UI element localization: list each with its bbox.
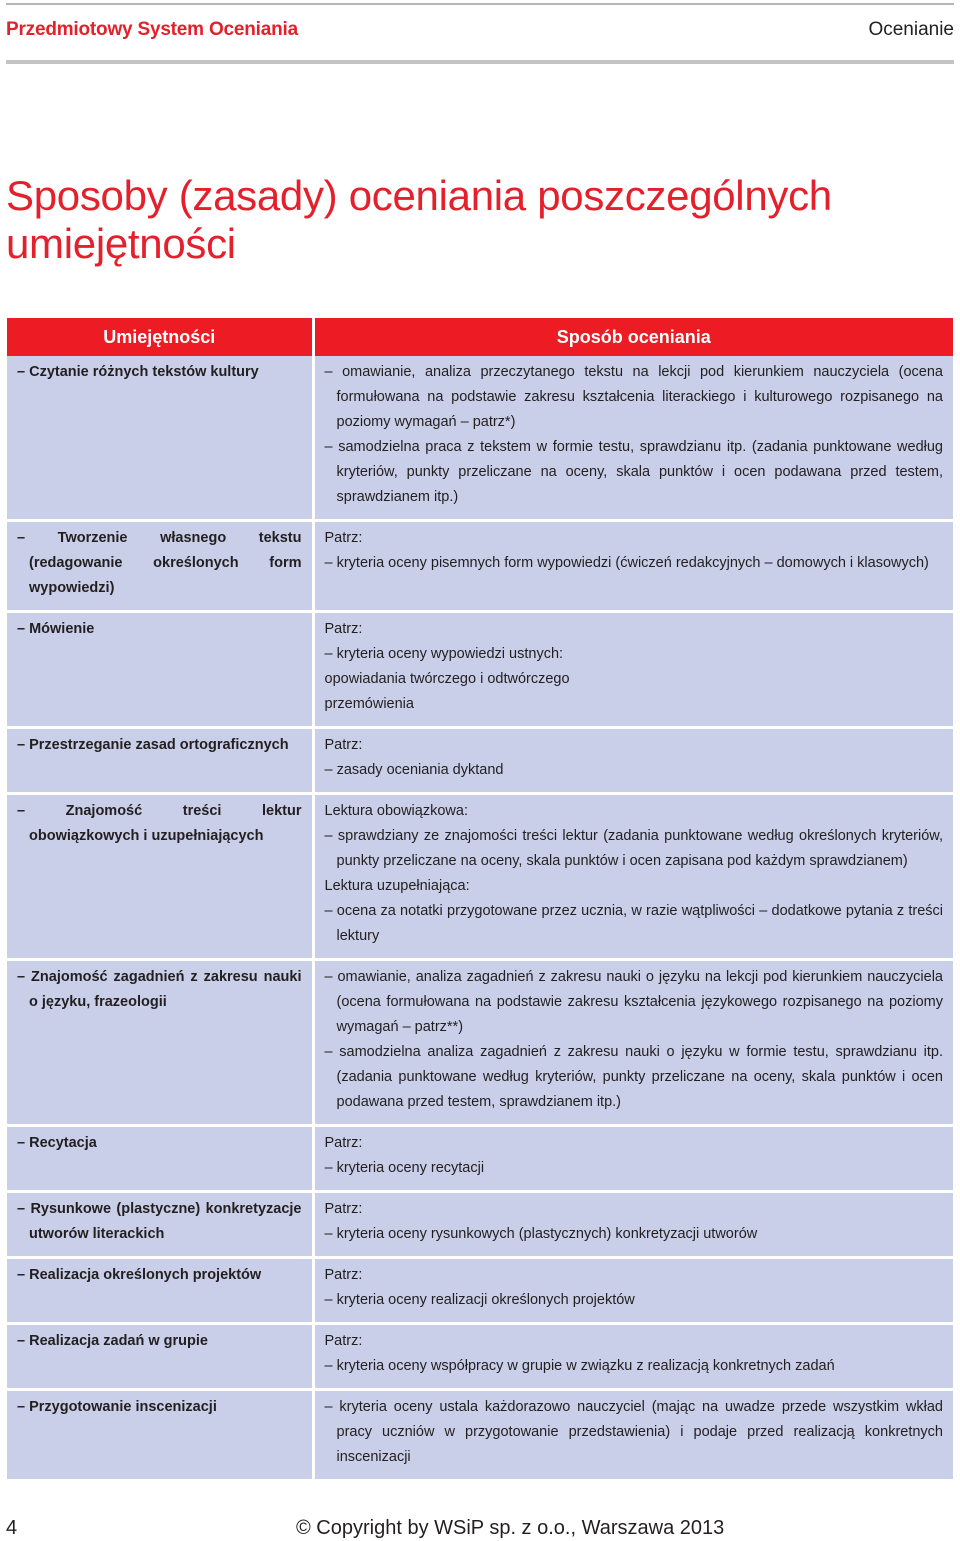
method-bullet: – kryteria oceny realizacji określonych projektów <box>324 1292 635 1308</box>
skill-label: – Przygotowanie inscenizacji <box>17 1399 217 1415</box>
skill-cell <box>7 1126 313 1192</box>
method-bullet: – omawianie, analiza zagadnień z zakresu nauki o języku na lekcji pod kierunkiem nauczyciela (ocena formułowana na podstawie zakresu kształcenia językowego rozpisanego na poziomy wymagań – patrz**) <box>324 969 943 1035</box>
skill-label: – Przestrzeganie zasad ortograficznych <box>17 737 289 753</box>
table-row <box>7 794 953 960</box>
skill-label: – Czytanie różnych tekstów kultury <box>17 364 259 380</box>
method-text: przemówienia <box>324 696 414 712</box>
method-cell <box>313 1390 953 1481</box>
method-text: Patrz: <box>324 621 363 637</box>
method-bullet: – ocena za notatki przygotowane przez ucznia, w razie wątpliwości – dodatkowe pytania z treści lektury <box>324 903 943 944</box>
table-row <box>7 356 953 521</box>
assessment-table <box>7 318 953 1482</box>
skill-label: – Mówienie <box>17 621 95 637</box>
method-text: Lektura uzupełniająca: <box>324 878 470 894</box>
method-bullet: – kryteria oceny wypowiedzi ustnych: <box>324 646 564 662</box>
method-bullet: – kryteria oceny ustala każdorazowo nauczyciel (mając na uwadze przede wszystkim wkład pracy uczniów w przygotowanie przedstawienia) i podaje przed realizacją konkretnych inscenizacji <box>324 1399 943 1465</box>
skill-label: – Znajomość treści lektur obowiązkowych i uzupełniających <box>17 803 302 844</box>
table-row <box>7 960 953 1126</box>
method-cell <box>313 356 953 521</box>
skill-label: – Recytacja <box>17 1135 97 1151</box>
skill-label: – Tworzenie własnego tekstu (redagowanie określonych form wypowiedzi) <box>17 530 302 596</box>
table-header-row <box>7 318 953 356</box>
method-text: Patrz: <box>324 1267 363 1283</box>
method-cell <box>313 612 953 728</box>
method-cell <box>313 794 953 960</box>
column-header-method: Sposób oceniania <box>313 318 953 356</box>
method-text: Patrz: <box>324 737 363 753</box>
skill-label: – Rysunkowe (plastyczne) konkretyzacje utworów literackich <box>17 1201 302 1242</box>
copyright-notice: © Copyright by WSiP sp. z o.o., Warszawa 2013 <box>296 1517 725 1539</box>
skill-cell <box>7 612 313 728</box>
skill-label: – Realizacja zadań w grupie <box>17 1333 208 1349</box>
column-header-skills: Umiejętności <box>7 318 313 356</box>
method-bullet: – kryteria oceny współpracy w grupie w związku z realizacją konkretnych zadań <box>324 1358 835 1374</box>
skill-cell <box>7 1192 313 1258</box>
method-text: Patrz: <box>324 1135 363 1151</box>
method-bullet: – samodzielna praca z tekstem w formie testu, sprawdzianu itp. (zadania punktowane według kryteriów, punkty przeliczane na oceny, skala punktów i ocen podawana przed testem, sprawdzianem itp.) <box>324 439 943 505</box>
method-text: Patrz: <box>324 1333 363 1349</box>
skill-cell <box>7 1324 313 1390</box>
skill-cell <box>7 960 313 1126</box>
header-rule <box>6 60 954 64</box>
table-row <box>7 1126 953 1192</box>
method-cell <box>313 960 953 1126</box>
skill-cell <box>7 521 313 612</box>
method-cell <box>313 728 953 794</box>
table-row <box>7 1258 953 1324</box>
method-cell <box>313 521 953 612</box>
table-row <box>7 1192 953 1258</box>
page-title: Sposoby (zasady) oceniania poszczególnych umiejętności <box>6 172 832 267</box>
skill-label: – Znajomość zagadnień z zakresu nauki o języku, frazeologii <box>17 969 302 1010</box>
top-rule <box>6 3 954 5</box>
method-cell <box>313 1126 953 1192</box>
skill-cell <box>7 728 313 794</box>
table-row <box>7 1324 953 1390</box>
method-bullet: – kryteria oceny rysunkowych (plastycznych) konkretyzacji utworów <box>324 1226 758 1242</box>
table-row <box>7 1390 953 1481</box>
header-section-title: Ocenianie <box>868 19 954 40</box>
method-bullet: – sprawdziany ze znajomości treści lektur (zadania punktowane według określonych kryteriów, punkty przeliczane na oceny, skala punktów i ocen zapisana pod każdym sprawdzianem) <box>324 828 943 869</box>
table-body <box>7 356 953 1481</box>
skill-cell <box>7 356 313 521</box>
method-cell <box>313 1192 953 1258</box>
method-bullet: – kryteria oceny pisemnych form wypowiedzi (ćwiczeń redakcyjnych – domowych i klasowych) <box>324 555 929 571</box>
method-bullet: – kryteria oceny recytacji <box>324 1160 485 1176</box>
table-row <box>7 521 953 612</box>
method-bullet: – omawianie, analiza przeczytanego tekstu na lekcji pod kierunkiem nauczyciela (ocena formułowana na podstawie zakresu kształcenia literackiego i kulturowego rozpisanego na poziomy wymagań – patrz*) <box>324 364 943 430</box>
skill-cell <box>7 1390 313 1481</box>
method-text: Patrz: <box>324 530 363 546</box>
method-bullet: – samodzielna analiza zagadnień z zakresu nauki o języku w formie testu, sprawdzianu itp. (zadania punktowane według kryteriów, punkty przeliczane na oceny, skala punktów i ocen podawana przed testem, sprawdzianem itp.) <box>324 1044 943 1110</box>
table-row <box>7 728 953 794</box>
method-text: Lektura obowiązkowa: <box>324 803 468 819</box>
header-series-title: Przedmiotowy System Oceniania <box>6 19 298 40</box>
skill-label: – Realizacja określonych projektów <box>17 1267 262 1283</box>
skill-cell <box>7 794 313 960</box>
page-number: 4 <box>6 1517 18 1539</box>
method-bullet: – zasady oceniania dyktand <box>324 762 504 778</box>
method-cell <box>313 1324 953 1390</box>
skill-cell <box>7 1258 313 1324</box>
method-text: opowiadania twórczego i odtwórczego <box>324 671 570 687</box>
method-text: Patrz: <box>324 1201 363 1217</box>
method-cell <box>313 1258 953 1324</box>
table-row <box>7 612 953 728</box>
